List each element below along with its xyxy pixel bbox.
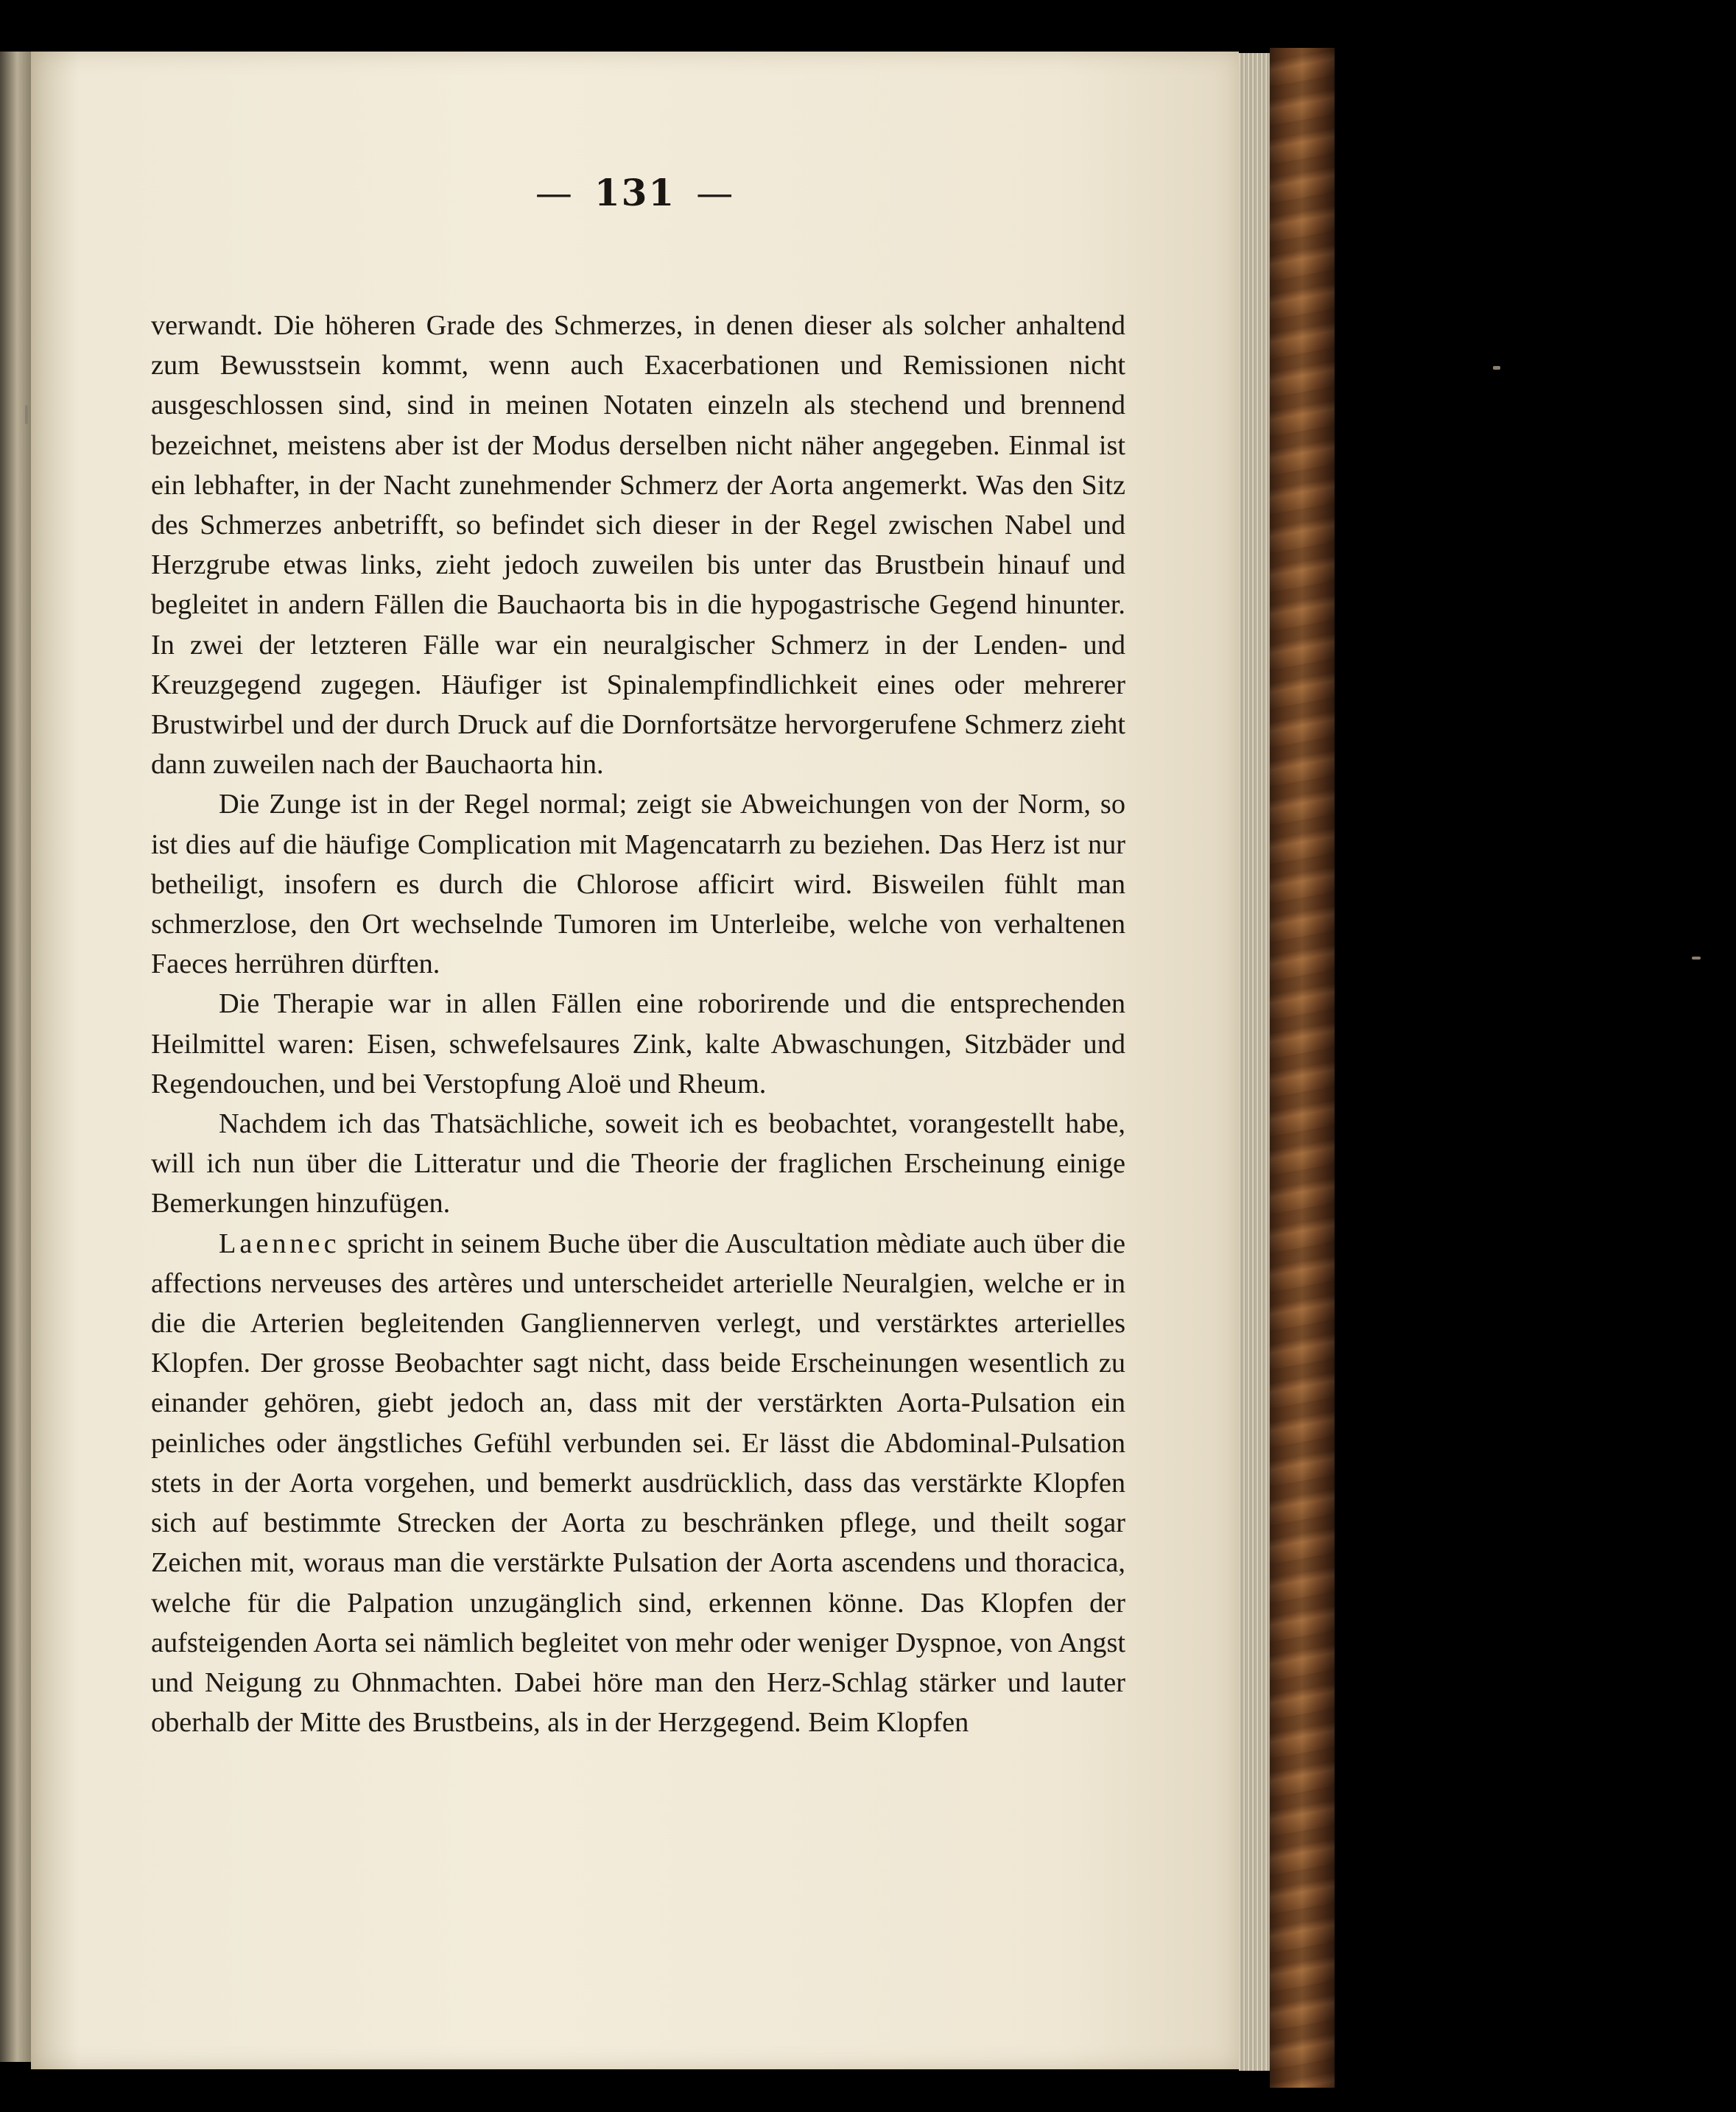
previous-page-edge: [0, 52, 31, 2062]
margin-mark: [1692, 957, 1701, 960]
page-header: [31, 171, 1239, 214]
margin-mark: [25, 405, 28, 424]
cover-texture: [1270, 48, 1335, 2088]
paragraph: Nachdem ich das Thatsächliche, soweit ich es beobachtet, vorangestellt habe, will ich nun über die Litteratur und die Theorie der fraglichen Erscheinung einige Bemerkungen hinzufügen.: [151, 1108, 1125, 1219]
header-dash-right: —: [696, 172, 735, 214]
margin-mark: [1493, 366, 1500, 370]
paragraph: [151, 1224, 1125, 1743]
book-page: [31, 52, 1239, 2069]
author-name: Laennec: [219, 1228, 340, 1259]
paragraph: verwandt. Die höheren Grade des Schmerzes, in denen dieser als solcher anhaltend zum Bewusstsein kommt, wenn auch Exacerbationen und Remissionen nicht ausgeschlossen sind, sind in meinen Notaten einzeln als stechend und brennend bezeichnet, meistens aber ist der Modus derselben nicht näher angegeben. Einmal ist ein lebhafter, in der Nacht zunehmender Schmerz der Aorta angemerkt. Was den Sitz des Schmerzes anbetrifft, so befindet sich dieser in der Regel zwischen Nabel und Herzgrube etwas links, zieht jedoch zuweilen bis unter das Brustbein hinauf und begleitet in andern Fällen die Bauchaorta bis in die hypogastrische Gegend hinunter. In zwei der letzteren Fälle war ein neuralgischer Schmerz in der Lenden- und Kreuzgegend zugegen. Häufiger ist Spinalempfindlichkeit eines oder mehrerer Brustwirbel und der durch Druck auf die Dornfortsätze hervorgerufene Schmerz zieht dann zuweilen nach der Bauchaorta hin.: [151, 310, 1125, 781]
paragraph: Die Zunge ist in der Regel normal; zeigt sie Abweichungen von der Norm, so ist dies auf die häufige Complication mit Magencatarrh zu beziehen. Das Herz ist nur betheiligt, insofern es durch die Chlorose afficirt wird. Bisweilen fühlt man schmerzlose, den Ort wechselnde Tumoren im Unterleibe, welche von verhaltenen Faeces herrühren dürften.: [151, 789, 1125, 980]
page-edges: [1239, 53, 1270, 2071]
paragraph: Die Therapie war in allen Fällen eine roborirende und die entsprechenden Heilmittel waren: Eisen, schwefelsaures Zink, kalte Abwaschungen, Sitzbäder und Regendouchen, und bei Verstopfung Aloë und Rheum.: [151, 988, 1125, 1099]
page-number: 131: [594, 171, 676, 214]
body-text: [151, 306, 1125, 1742]
header-dash-left: —: [535, 172, 574, 214]
paragraph-text: spricht in seinem Buche über die Auscultation mèdiate auch über die affections nerveuses des artères und unterscheidet arterielle Neuralgien, welche er in die die Arterien begleitenden Gangliennerven verlegt, und verstärktes arterielles Klopfen. Der grosse Beobachter sagt nicht, dass beide Erscheinungen wesentlich zu einander gehören, giebt jedoch an, dass mit der verstärkten Aorta-Pulsation ein peinliches oder ängstliches Gefühl verbunden sei. Er lässt die Abdominal-Pulsation stets in der Aorta vorgehen, und bemerkt ausdrücklich, dass das verstärkte Klopfen sich auf bestimmte Strecken der Aorta zu beschränken pflege, und theilt sogar Zeichen mit, woraus man die verstärkte Pulsation der Aorta ascendens und thoracica, welche für die Palpation unzugänglich sind, erkennen könne. Das Klopfen der aufsteigenden Aorta sei nämlich begleitet von mehr oder weniger Dyspnoe, von Angst und Neigung zu Ohnmachten. Dabei höre man den Herz-Schlag stärker und lauter oberhalb der Mitte des Brustbeins, als in der Herzgegend. Beim Klopfen: [151, 1228, 1125, 1739]
